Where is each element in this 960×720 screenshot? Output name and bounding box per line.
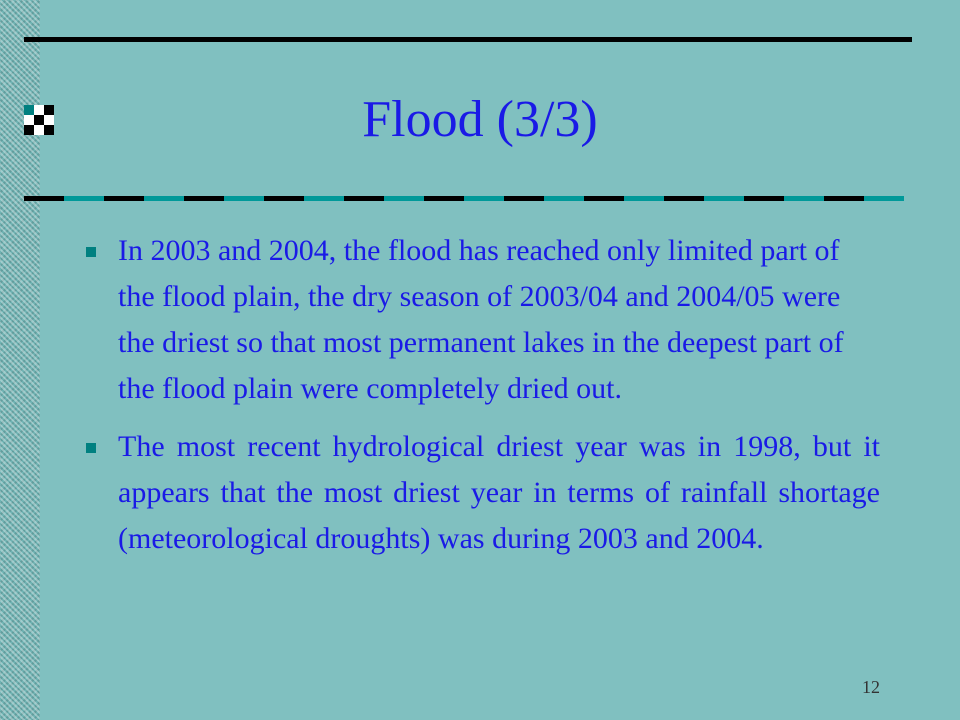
bullet-text: In 2003 and 2004, the flood has reached only limited part of the flood plain, the dry season of 2003/04 and 2004/05 were the driest so that most permanent lakes in the deepest part of the flood plain were completely dried out. <box>118 234 844 405</box>
square-bullet-icon <box>86 247 96 257</box>
top-rule <box>24 37 912 42</box>
bullet-list <box>86 228 880 574</box>
bullet-text: The most recent hydrological driest year was in 1998, but it appears that the most driest year in terms of rainfall shortage (meteorological droughts) was during 2003 and 2004. <box>118 430 880 555</box>
slide-title: Flood (3/3) <box>362 91 598 148</box>
bullet-item <box>86 424 880 562</box>
page-number: 12 <box>862 677 880 697</box>
title-dashed-rule <box>24 196 904 201</box>
square-bullet-icon <box>86 443 96 453</box>
bullet-item <box>86 228 880 412</box>
